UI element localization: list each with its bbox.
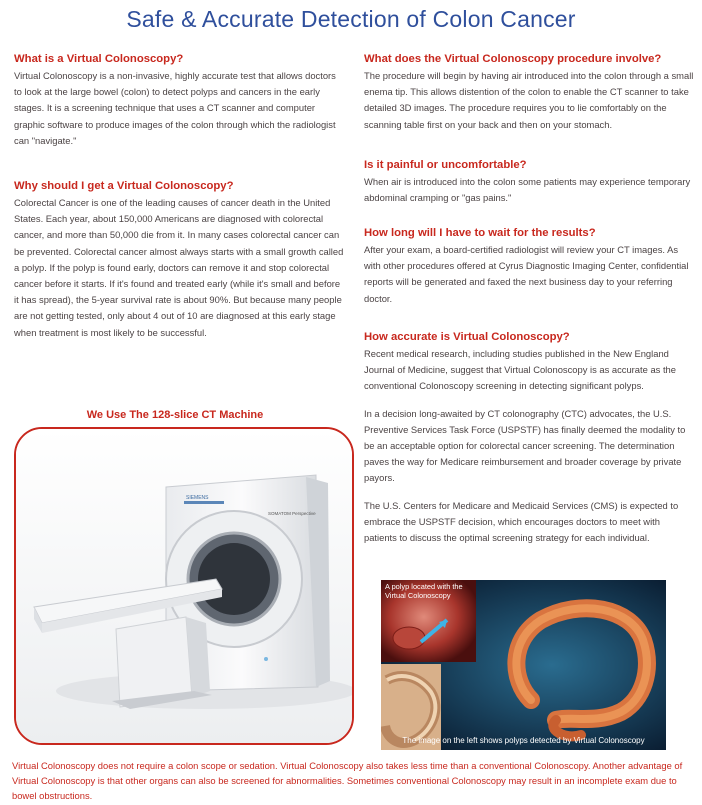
colon-image [381, 580, 666, 750]
section-heading: What is a Virtual Colonoscopy? [14, 53, 184, 65]
colon-illustration [381, 580, 666, 750]
section-text: Virtual Colonoscopy is a non-invasive, highly accurate test that allows doctors to look at the large bowel (colon) to detect polyps and cancers in the early stages. It is a screening technique that uses a CT scanner and computer graphic software to produce images of the colon through which the radiologist can "navigate." [14, 70, 336, 146]
section-results [364, 226, 694, 307]
section-heading: What does the Virtual Colonoscopy procedure involve? [364, 53, 662, 65]
section-heading: Is it painful or uncomfortable? [364, 159, 527, 171]
section-text: After your exam, a board-certified radiologist will review your CT images. As with other procedures offered at Cyrus Diagnostic Imaging Center, confidential reports will be generated and faxed the next business day to your referring doctor. [364, 244, 689, 304]
image-caption: The image on the left shows polyps detected by Virtual Colonoscopy [402, 736, 645, 745]
section-text-cms: The U.S. Centers for Medicare and Medicaid Services (CMS) is expected to embrace the USPSTF decision, which encourages doctors to meet with patients to discuss the optimal screening strategy for each individual. [364, 499, 679, 544]
section-accuracy [364, 330, 694, 546]
section-text: Recent medical research, including studies published in the New England Journal of Medicine, suggest that Virtual Colonoscopy is as accurate as the conventional Colonoscopy screening in detecting significant polyps. [364, 348, 676, 392]
section-text: When air is introduced into the colon some patients may experience temporary abdominal cramping or "gas pains." [364, 176, 691, 204]
section-what-is [14, 52, 344, 149]
section-painful [364, 158, 694, 206]
ct-brand-label [184, 501, 224, 504]
footer-note: Virtual Colonoscopy does not require a colon scope or sedation. Virtual Colonoscopy also takes less time than a conventional Colonoscopy. Another advantage of Virtual Colonoscopy is that other organs can also be screened for abnormalities. Sometimes conventional Colonoscopy may result in an incomplete exam due to bowel obstructions. [12, 760, 683, 802]
ct-machine-image [14, 427, 354, 745]
section-text-uspstf: In a decision long-awaited by CT colonography (CTC) advocates, the U.S. Preventive Services Task Force (USPSTF) has finally deemed the modality to be an acceptable option for colorectal cancer screening. The determination paves the way for Medicare reimbursement and broader coverage by private payors. [364, 407, 686, 484]
section-heading: Why should I get a Virtual Colonoscopy? [14, 180, 234, 192]
polyp-label: A polyp located with the Virtual Colonoscopy [385, 582, 463, 600]
section-heading: How long will I have to wait for the results? [364, 227, 596, 239]
section-why [14, 179, 346, 341]
page-title: Safe & Accurate Detection of Colon Cancer [126, 6, 576, 32]
section-text: Colorectal Cancer is one of the leading causes of cancer death in the United States. Each year, about 150,000 Americans are diagnosed with colorectal cancer, and more than 50,000 die from it. In many cases colorectal cancer can be prevented. Colorectal cancer almost always starts with a small growth called a polyp. If the polyp is found early, doctors can remove it and stop colorectal cancer before it starts. If it's found and treated early (while it's small and before it has spread), the 5-year survival rate is about 90%. But because many people are not getting tested, only about 4 out of 10 are diagnosed at this early stage when treatment is most likely to be successful. [14, 197, 344, 338]
section-heading: How accurate is Virtual Colonoscopy? [364, 331, 570, 343]
ct-brand-text: SIEMENS [186, 495, 209, 501]
ct-scanner-illustration [16, 429, 354, 745]
ct-machine-caption: We Use The 128-slice CT Machine [86, 409, 264, 421]
section-text: The procedure will begin by having air introduced into the colon through a small enema tip. This allows distention of the colon to enable the CT scanner to take detailed 3D images. The procedure requires you to lie comfortably on the scanning table first on your back and then on your stomach. [364, 70, 694, 130]
ct-model-text: SOMATOM Perspective [268, 511, 316, 516]
section-procedure [364, 52, 694, 133]
